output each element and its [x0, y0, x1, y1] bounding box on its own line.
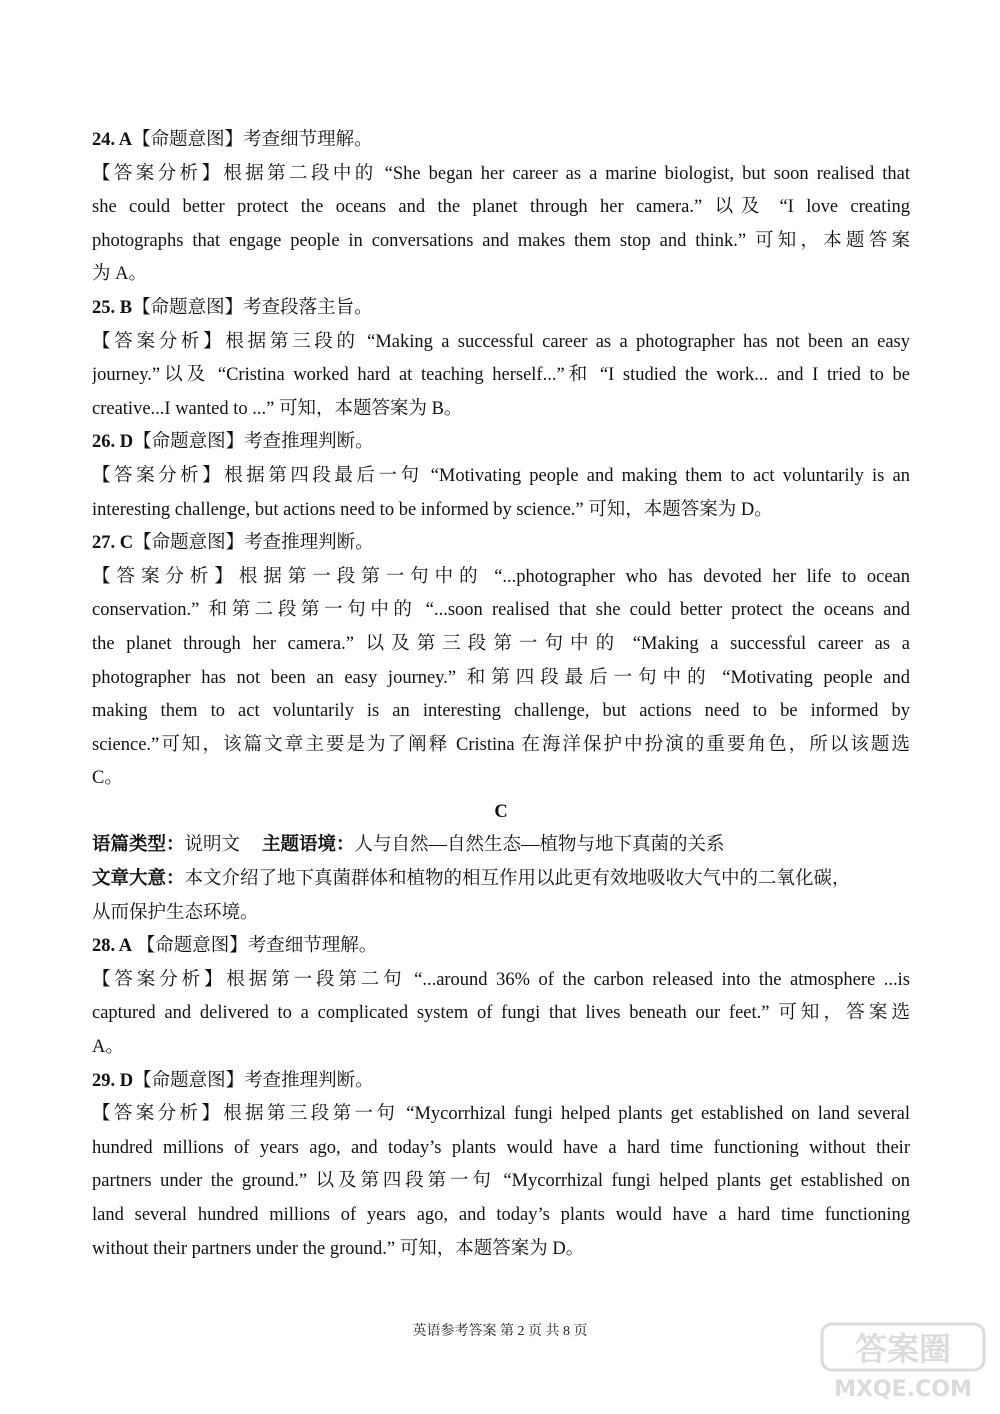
- analysis-line: hundred millions of years ago, and today’s plants would have a hard time functioning without their: [92, 1137, 910, 1158]
- question-number: 26. D: [92, 432, 134, 453]
- analysis-line: captured and delivered to a complicated system of fungi that lives beneath our feet.” 可知，答案选: [92, 1003, 910, 1024]
- analysis-line: conservation.” 和第二段第一句中的 “...soon realised that she could better protect the oceans and: [92, 600, 910, 621]
- analysis-line: A。: [92, 1037, 124, 1058]
- analysis-line: 【答案分析】根据第三段第一句 “Mycorrhizal fungi helped plants get established on land several: [92, 1104, 910, 1125]
- svg-text:MXQE.COM: MXQE.COM: [834, 1377, 972, 1402]
- theme-value: 人与自然—自然生态—植物与地下真菌的关系: [354, 835, 725, 856]
- theme-label: 主题语境：: [262, 835, 355, 856]
- summary-text-1: 本文介绍了地下真菌群体和植物的相互作用以此更有效地吸收大气中的二氧化碳，: [184, 869, 851, 890]
- analysis-line: 【答案分析】根据第一段第一句中的 “...photographer who has devoted her life to ocean: [92, 566, 910, 587]
- question-heading: [92, 1065, 910, 1099]
- analysis-line: interesting challenge, but actions need to be informed by science.” 可知，本题答案为 D。: [92, 499, 773, 520]
- analysis-line: land several hundred millions of years ago, and today’s plants would have a hard time functioning: [92, 1205, 910, 1225]
- question-intent: 【命题意图】考查推理判断。: [133, 1070, 374, 1091]
- analysis-line: creative...I wanted to ...” 可知，本题答案为 B。: [92, 398, 463, 419]
- analysis-line: the planet through her camera.” 以及第三段第一句中的 “Making a successful career as a: [92, 633, 910, 654]
- genre-value: 说明文: [184, 835, 241, 856]
- question-intent: 【命题意图】考查细节理解。: [132, 936, 378, 957]
- analysis-line: C。: [92, 768, 123, 789]
- svg-text:答案圈: 答案圈: [854, 1330, 952, 1368]
- question-heading: [92, 292, 910, 326]
- question-heading: [92, 426, 910, 460]
- analysis-line: photographs that engage people in conversations and makes them stop and think.” 可知，本题答案: [92, 230, 910, 251]
- question-heading: [92, 527, 910, 561]
- analysis-line: making them to act voluntarily is an interesting challenge, but actions need to be informed by: [92, 701, 910, 722]
- analysis-line: without their partners under the ground.” 可知，本题答案为 D。: [92, 1238, 585, 1259]
- question-number: 25. B: [92, 297, 133, 318]
- summary-label: 文章大意：: [92, 869, 185, 890]
- questions-block-1: [92, 124, 910, 796]
- analysis-line: 为 A。: [92, 264, 147, 285]
- watermark-logo: [818, 1318, 988, 1404]
- question-intent: 【命题意图】考查推理判断。: [133, 533, 374, 554]
- analysis-line: 【答案分析】根据第四段最后一句 “Motivating people and making them to act voluntarily is an: [92, 465, 910, 486]
- question-number: 29. D: [92, 1070, 134, 1091]
- genre-line: [92, 829, 910, 863]
- question-intent: 【命题意图】考查细节理解。: [132, 130, 373, 150]
- genre-label: 语篇类型：: [92, 835, 185, 856]
- questions-block-2: [92, 930, 910, 1266]
- question-number: 28. A: [92, 936, 133, 957]
- question-intent: 【命题意图】考查推理判断。: [133, 432, 374, 453]
- analysis-line: 【答案分析】根据第一段第二句 “...around 36% of the carbon released into the atmosphere ...is: [92, 969, 910, 990]
- question-heading: [92, 124, 910, 158]
- analysis-line: she could better protect the oceans and the planet through her camera.” 以及 “I love creating: [92, 197, 910, 218]
- summary-line-2: 从而保护生态环境。: [92, 902, 259, 923]
- analysis-line: 【答案分析】根据第二段中的 “She began her career as a marine biologist, but soon realised that: [92, 163, 910, 184]
- analysis-line: partners under the ground.” 以及第四段第一句 “Mycorrhizal fungi helped plants get established on: [92, 1171, 910, 1192]
- analysis-line: science.”可知，该篇文章主要是为了阐释 Cristina 在海洋保护中扮演的重要角色，所以该题选: [92, 734, 910, 755]
- question-number: 24. A: [92, 130, 133, 150]
- question-number: 27. C: [92, 533, 134, 554]
- answer-page: [92, 124, 910, 1266]
- analysis-line: 【答案分析】根据第三段的 “Making a successful career as a photographer has not been an easy: [92, 331, 910, 352]
- section-heading: C: [494, 801, 508, 822]
- analysis-line: journey.”以及 “Cristina worked hard at teaching herself...”和 “I studied the work... and I tried to be: [92, 365, 910, 386]
- analysis-line: photographer has not been an easy journey.” 和第四段最后一句中的 “Motivating people and: [92, 667, 910, 688]
- page-footer: 英语参考答案 第 2 页 共 8 页: [412, 1324, 588, 1339]
- summary-line-1: [92, 863, 910, 897]
- question-intent: 【命题意图】考查段落主旨。: [132, 297, 373, 318]
- question-heading: [92, 930, 910, 964]
